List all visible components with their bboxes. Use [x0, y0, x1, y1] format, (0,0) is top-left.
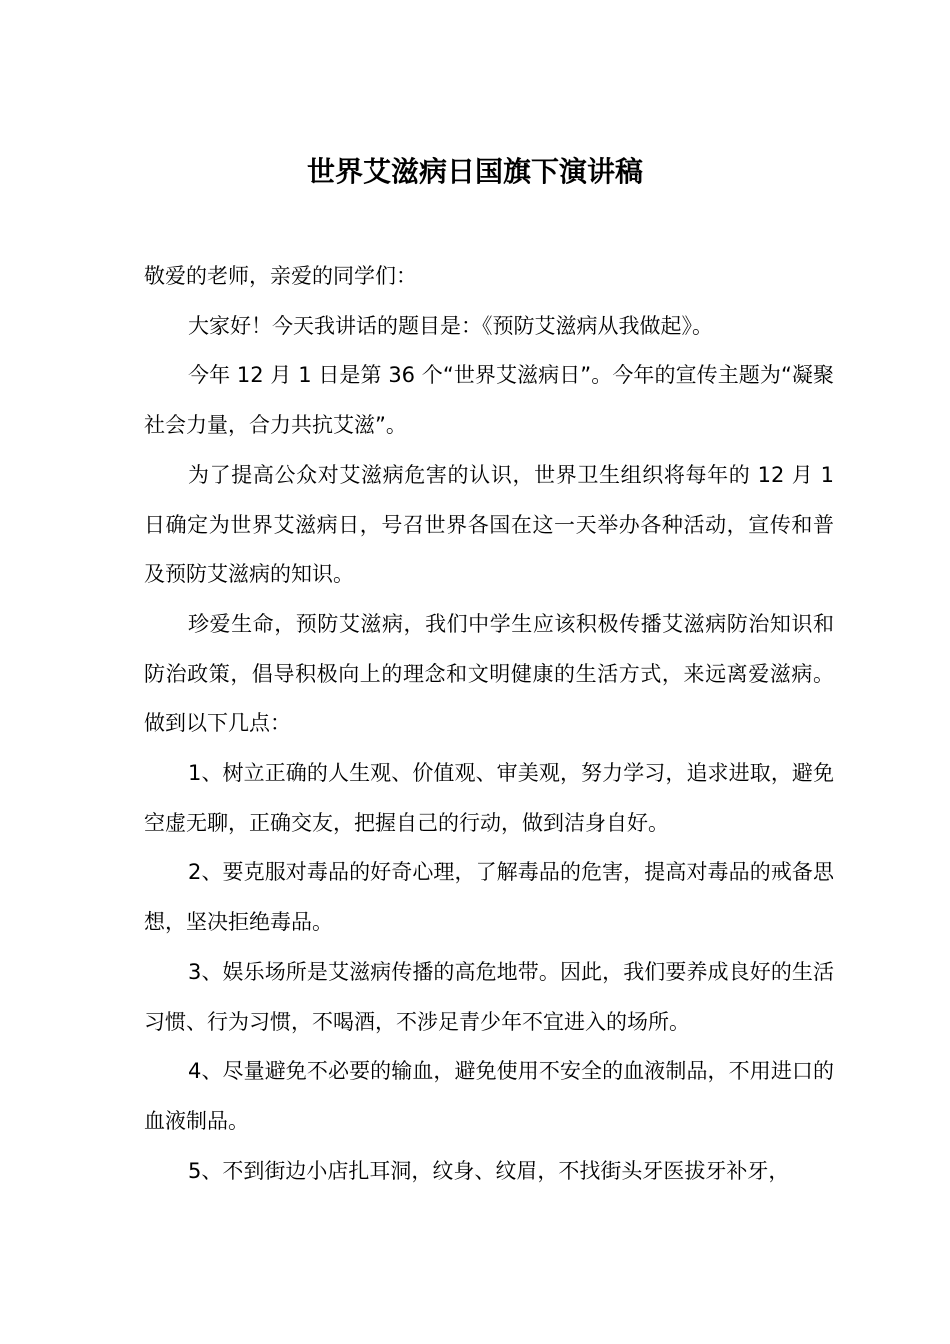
list-item: 1、树立正确的人生观、价值观、审美观，努力学习，追求进取，避免空虚无聊，正确交友，把握自己的行动，做到洁身自好。	[144, 761, 834, 835]
paragraph: 珍爱生命，预防艾滋病，我们中学生应该积极传播艾滋病防治知识和防治政策，倡导积极向上的理念和文明健康的生活方式，来远离爱滋病。做到以下几点：	[144, 611, 834, 736]
document-body	[144, 252, 834, 1196]
list-item: 4、尽量避免不必要的输血，避免使用不安全的血液制品，不用进口的血液制品。	[144, 1059, 834, 1133]
list-item: 3、娱乐场所是艾滋病传播的高危地带。因此，我们要养成良好的生活习惯、行为习惯，不喝酒，不涉足青少年不宜进入的场所。	[144, 959, 834, 1034]
document-title: 世界艾滋病日国旗下演讲稿	[306, 155, 643, 188]
paragraph: 大家好！今天我讲话的题目是：《预防艾滋病从我做起》。	[188, 313, 713, 338]
paragraph: 为了提高公众对艾滋病危害的认识，世界卫生组织将每年的 12 月 1 日确定为世界艾滋病日，号召世界各国在这一天举办各种活动，宣传和普及预防艾滋病的知识。	[144, 462, 834, 587]
greeting-line: 敬爱的老师，亲爱的同学们：	[144, 264, 417, 288]
list-item: 2、要克服对毒品的好奇心理，了解毒品的危害，提高对毒品的戒备思想，坚决拒绝毒品。	[144, 860, 834, 935]
paragraph: 今年 12 月 1 日是第 36 个“世界艾滋病日”。今年的宣传主题为“凝聚社会力量，合力共抗艾滋”。	[144, 363, 834, 438]
list-item: 5、不到街边小店扎耳洞，纹身、纹眉，不找街头牙医拔牙补牙，	[188, 1158, 790, 1183]
